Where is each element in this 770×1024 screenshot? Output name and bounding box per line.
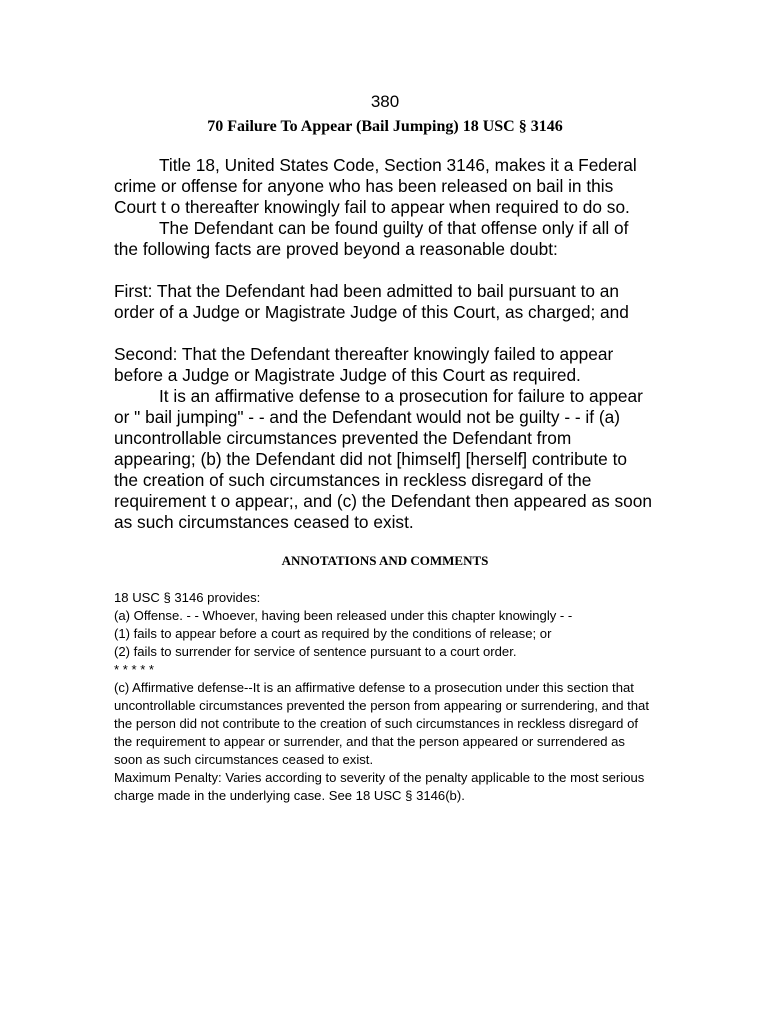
section-title: 70 Failure To Appear (Bail Jumping) 18 USC § 3146 xyxy=(207,118,563,135)
elements-intro-paragraph: The Defendant can be found guilty of that offense only if all of the following facts are proved beyond a reasonable doubt: xyxy=(114,218,629,259)
annotation-maximum-penalty: Maximum Penalty: Varies according to severity of the penalty applicable to the most serious charge made in the underlying case. See 18 USC § 3146(b). xyxy=(114,770,645,803)
intro-paragraph: Title 18, United States Code, Section 3146, makes it a Federal crime or offense for anyone who has been released on bail in this Court t o thereafter knowingly fail to appear when required to do so. xyxy=(114,155,637,217)
annotation-line: (1) fails to appear before a court as required by the conditions of release; or xyxy=(114,626,552,641)
annotations-heading: ANNOTATIONS AND COMMENTS xyxy=(281,553,489,568)
annotations-block xyxy=(114,589,654,805)
annotation-line: (2) fails to surrender for service of sentence pursuant to a court order. xyxy=(114,644,517,659)
page-number: 380 xyxy=(370,92,400,111)
first-element-paragraph: First: That the Defendant had been admitted to bail pursuant to an order of a Judge or Magistrate Judge of this Court, as charged; and xyxy=(114,281,629,322)
annotation-separator: * * * * * xyxy=(114,662,155,677)
annotation-line: (a) Offense. - - Whoever, having been released under this chapter knowingly - - xyxy=(114,608,573,623)
second-element-paragraph: Second: That the Defendant thereafter knowingly failed to appear before a Judge or Magistrate Judge of this Court as required. xyxy=(114,344,614,385)
affirmative-defense-paragraph: It is an affirmative defense to a prosecution for failure to appear or " bail jumping" - - and the Defendant would not be guilty - - if (a) uncontrollable circumstances prevented the Defendant from appearing; (b) the Defendant did not [himself] [herself] contribute to the creation of such circumstances in reckless disregard of the requirement t o appear;, and (c) the Defendant then appeared as soon as such circumstances ceased to exist. xyxy=(114,386,652,532)
annotation-line: 18 USC § 3146 provides: xyxy=(114,590,261,605)
annotation-affirmative-defense: (c) Affirmative defense--It is an affirmative defense to a prosecution under this section that uncontrollable circumstances prevented the person from appearing or surrendering, and that the person did not contribute to the creation of such circumstances in reckless disregard of the requirement to appear or surrender, and that the person appeared or surrendered as soon as such circumstances ceased to exist. xyxy=(114,680,649,767)
